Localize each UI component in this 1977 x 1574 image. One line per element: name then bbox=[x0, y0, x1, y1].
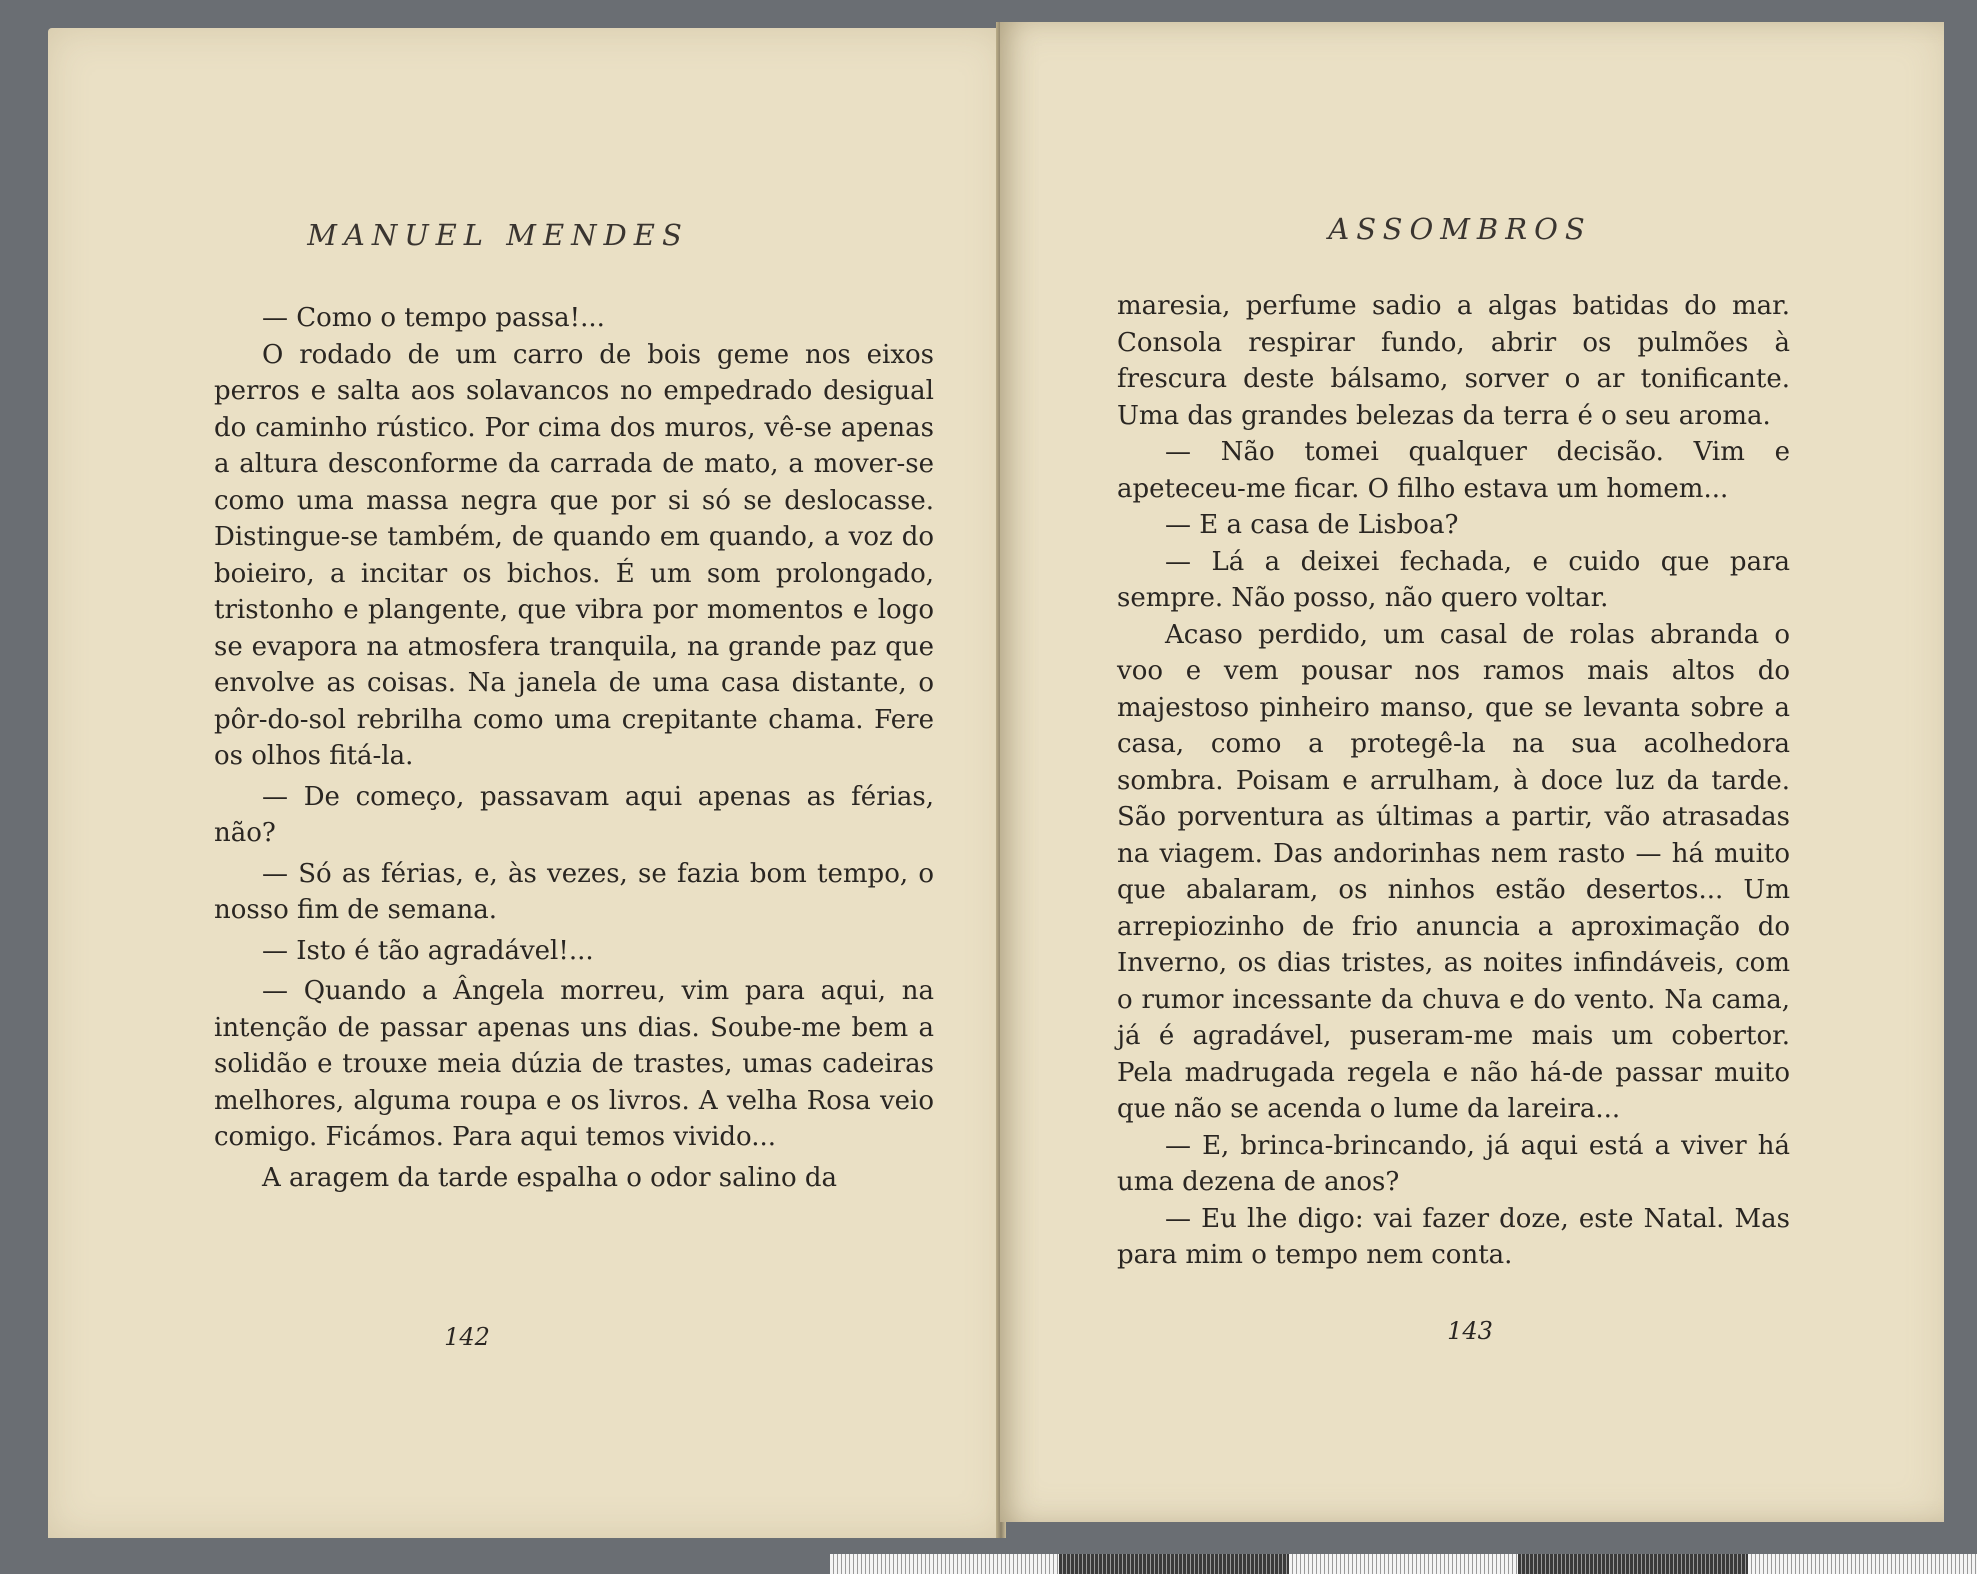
page-number-left: 142 bbox=[444, 1323, 490, 1351]
paragraph: — E, brinca-brincando, já aqui está a viver há uma dezena de anos? bbox=[1117, 1130, 1790, 1197]
body-text-right bbox=[1117, 288, 1790, 1274]
page-number-right: 143 bbox=[1447, 1317, 1493, 1345]
ruler-segment bbox=[1289, 1554, 1518, 1574]
paragraph: — Não tomei qualquer decisão. Vim e apeteceu-me ficar. O filho estava um homem... bbox=[1117, 437, 1790, 504]
paragraph: A aragem da tarde espalha o odor salino da bbox=[262, 1162, 838, 1193]
ruler-segment bbox=[1059, 1554, 1288, 1574]
paragraph: — Como o tempo passa!... bbox=[262, 303, 605, 333]
right-page bbox=[1000, 22, 1944, 1522]
scale-ruler bbox=[830, 1554, 1977, 1574]
running-head-left: MANUEL MENDES bbox=[307, 218, 689, 252]
paragraph: — Eu lhe digo: vai fazer doze, este Natal. Mas para mim o tempo nem conta. bbox=[1117, 1203, 1790, 1270]
paragraph: — E a casa de Lisboa? bbox=[1165, 510, 1459, 540]
paragraph: maresia, perfume sadio a algas batidas do mar. Consola respirar fundo, abrir os pulmões à frescura deste bálsamo, sorver o ar tonificante. Uma das grandes belezas da terra é o seu aroma. bbox=[1117, 291, 1790, 431]
running-head-right: ASSOMBROS bbox=[1328, 212, 1592, 246]
paragraph: — Só as férias, e, às vezes, se fazia bom tempo, o nosso fim de semana. bbox=[214, 858, 934, 925]
paragraph: — De começo, passavam aqui apenas as férias, não? bbox=[214, 781, 934, 848]
paragraph: — Quando a Ângela morreu, vim para aqui, na intenção de passar apenas uns dias. Soube-me bem a solidão e trouxe meia dúzia de trastes, umas cadeiras melhores, alguma roupa e os livros. A velha Rosa veio comigo. Ficámos. Para aqui temos vivido... bbox=[214, 976, 934, 1152]
paragraph: Acaso perdido, um casal de rolas abranda o voo e vem pousar nos ramos mais altos do majestoso pinheiro manso, que se levanta sobre a casa, como a protegê-la na sua acolhedora sombra. Poisam e arrulham, à doce luz da tarde. São porventura as últimas a partir, vão atrasadas na viagem. Das andorinhas nem rasto — há muito que abalaram, os ninhos estão desertos... Um arrepiozinho de frio anuncia a aproximação do Inverno, os dias tristes, as noites infindáveis, com o rumor incessante da chuva e do vento. Na cama, já é agradável, puseram-me mais um cobertor. Pela madrugada regela e não há-de passar muito que não se acenda o lume da lareira... bbox=[1117, 619, 1790, 1124]
body-text-left bbox=[214, 300, 934, 1196]
ruler-segment bbox=[1518, 1554, 1747, 1574]
left-page bbox=[48, 28, 1006, 1538]
ruler-segment bbox=[1748, 1554, 1977, 1574]
ruler-segment bbox=[830, 1554, 1059, 1574]
paragraph: O rodado de um carro de bois geme nos eixos perros e salta aos solavancos no empedrado desigual do caminho rústico. Por cima dos muros, vê-se apenas a altura desconforme da carrada de mato, a mover-se como uma massa negra que por si só se deslocasse. Distingue-se também, de quando em quando, a voz do boieiro, a incitar os bichos. É um som prolongado, tristonho e plangente, que vibra por momentos e logo se evapora na atmosfera tranquila, na grande paz que envolve as coisas. Na janela de uma casa distante, o pôr-do-sol rebrilha como uma crepitante chama. Fere os olhos fitá-la. bbox=[214, 339, 934, 771]
paragraph: — Lá a deixei fechada, e cuido que para sempre. Não posso, não quero voltar. bbox=[1117, 546, 1790, 613]
paragraph: — Isto é tão agradável!... bbox=[262, 935, 594, 966]
